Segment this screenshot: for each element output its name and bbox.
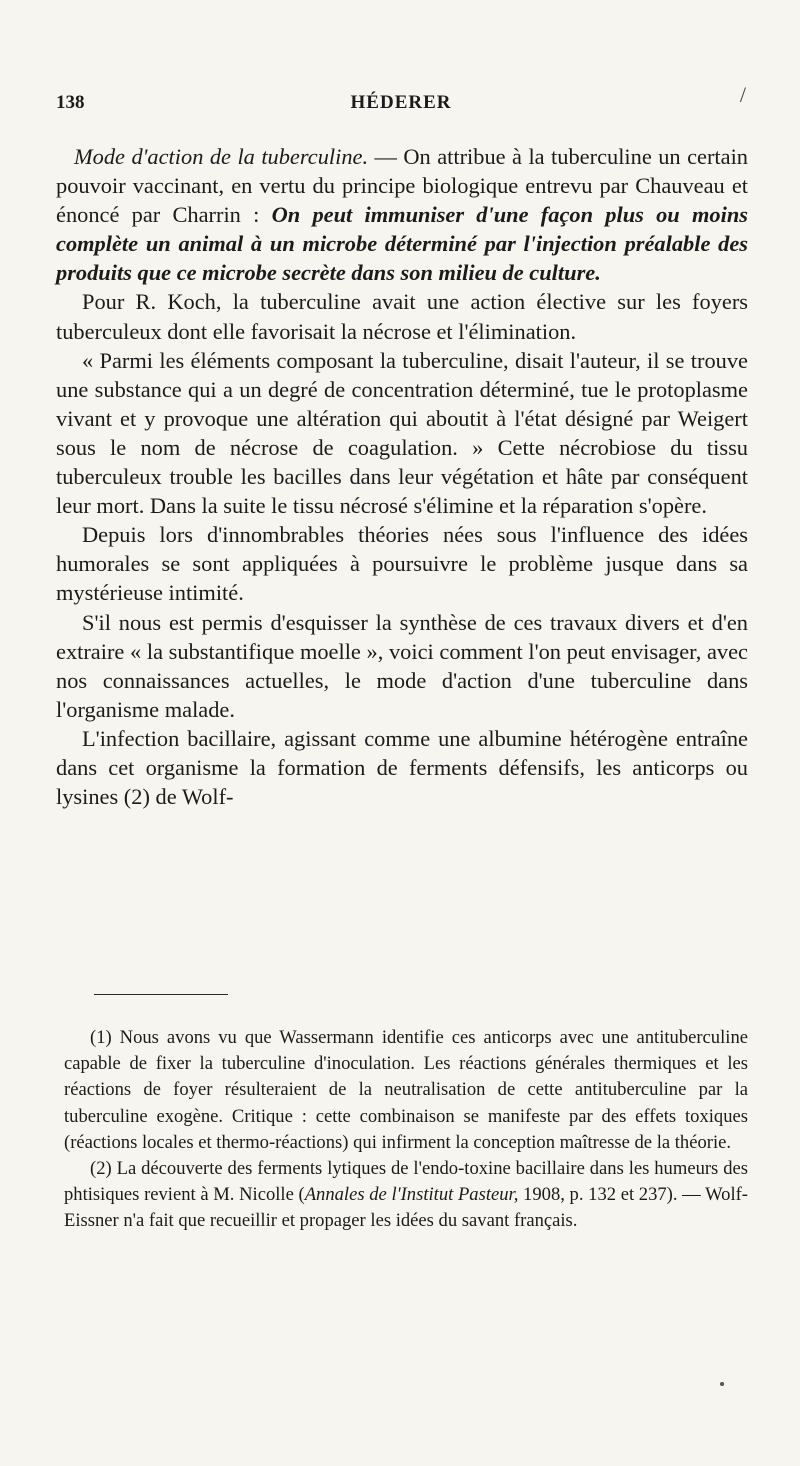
paragraph-koch: Pour R. Koch, la tuberculine avait une action élective sur les foyers tuberculeux dont elle favorisait la nécrose et l'élimination.	[56, 289, 748, 344]
main-text	[56, 142, 748, 811]
footnote-2	[64, 1156, 748, 1235]
section-title: Mode d'action de la tuberculine.	[74, 144, 369, 169]
print-speck	[720, 1382, 724, 1386]
paragraph-theories: Depuis lors d'innombrables théories nées sous l'influence des idées humorales se sont appliquées à poursuivre le problème jusque dans sa mystérieuse intimité.	[56, 522, 748, 606]
paragraph-infection: L'infection bacillaire, agissant comme une albumine hétérogène entraîne dans cet organisme la formation de ferments défensifs, les anticorps ou lysines (2) de Wolf-	[56, 725, 748, 810]
quoted-principle: On peut immuniser d'une façon plus ou moins complète un animal à un microbe déterminé par l'injection préalable des produits que ce microbe secrète dans son milieu de culture.	[56, 202, 749, 286]
page-number: 138	[56, 92, 85, 113]
page-header	[56, 82, 746, 124]
footnote-2-source: Annales de l'Institut Pasteur,	[304, 1184, 519, 1206]
footnote-1: (1) Nous avons vu que Wassermann identifie ces anticorps avec une antituberculine capable de fixer la tuberculine d'inoculation. Les réactions générales thermiques et les réactions de foyer résulteraient de la neutralisation de cette antituberculine par la tuberculine exogène. Critique : cette combinaison se manifeste par des effets toxiques (réactions locales et thermo-réactions) qui infirment la conception maîtresse de la théorie.	[64, 1027, 748, 1153]
footnote-2-text-a: (2) La découverte des ferments lytiques de l'endo-toxine bacillaire dans les humeurs des phtisiques revient à M. Nicolle (	[64, 1158, 748, 1206]
footnote-2-text-b: 1908, p. 132 et 237). — Wolf-Eissner n'a fait que recueillir et propager les idées du savant français.	[64, 1184, 748, 1232]
paragraph-synthesis: S'il nous est permis d'esquisser la synthèse de ces travaux divers et d'en extraire « la substantifique moelle », voici comment l'on peut envisager, avec nos connaissances actuelles, le mode d'action d'une tuberculine dans l'organisme malade.	[56, 609, 748, 722]
running-head: HÉDERER	[350, 92, 452, 113]
footnote-divider	[94, 994, 228, 995]
paragraph-text: — On attribue à la tuberculine un certain pouvoir vaccinant, en vertu du principe biologique entrevu par Chauveau et énoncé par Charrin :	[56, 144, 748, 228]
paragraph-mode-action	[56, 142, 748, 287]
footnotes	[64, 1025, 748, 1235]
margin-mark: /	[739, 82, 746, 107]
paragraph-koch-quote: « Parmi les éléments composant la tuberculine, disait l'auteur, il se trouve une substance qui a un degré de concentration déterminé, tue le protoplasme vivant et y provoque une altération qui aboutit à l'état désigné par Weigert sous le nom de nécrose de coagulation. » Cette nécrobiose du tissu tuberculeux trouble les bacilles dans leur végétation et hâte par conséquent leur mort. Dans la suite le tissu nécrosé s'élimine et la réparation s'opère.	[56, 347, 748, 519]
